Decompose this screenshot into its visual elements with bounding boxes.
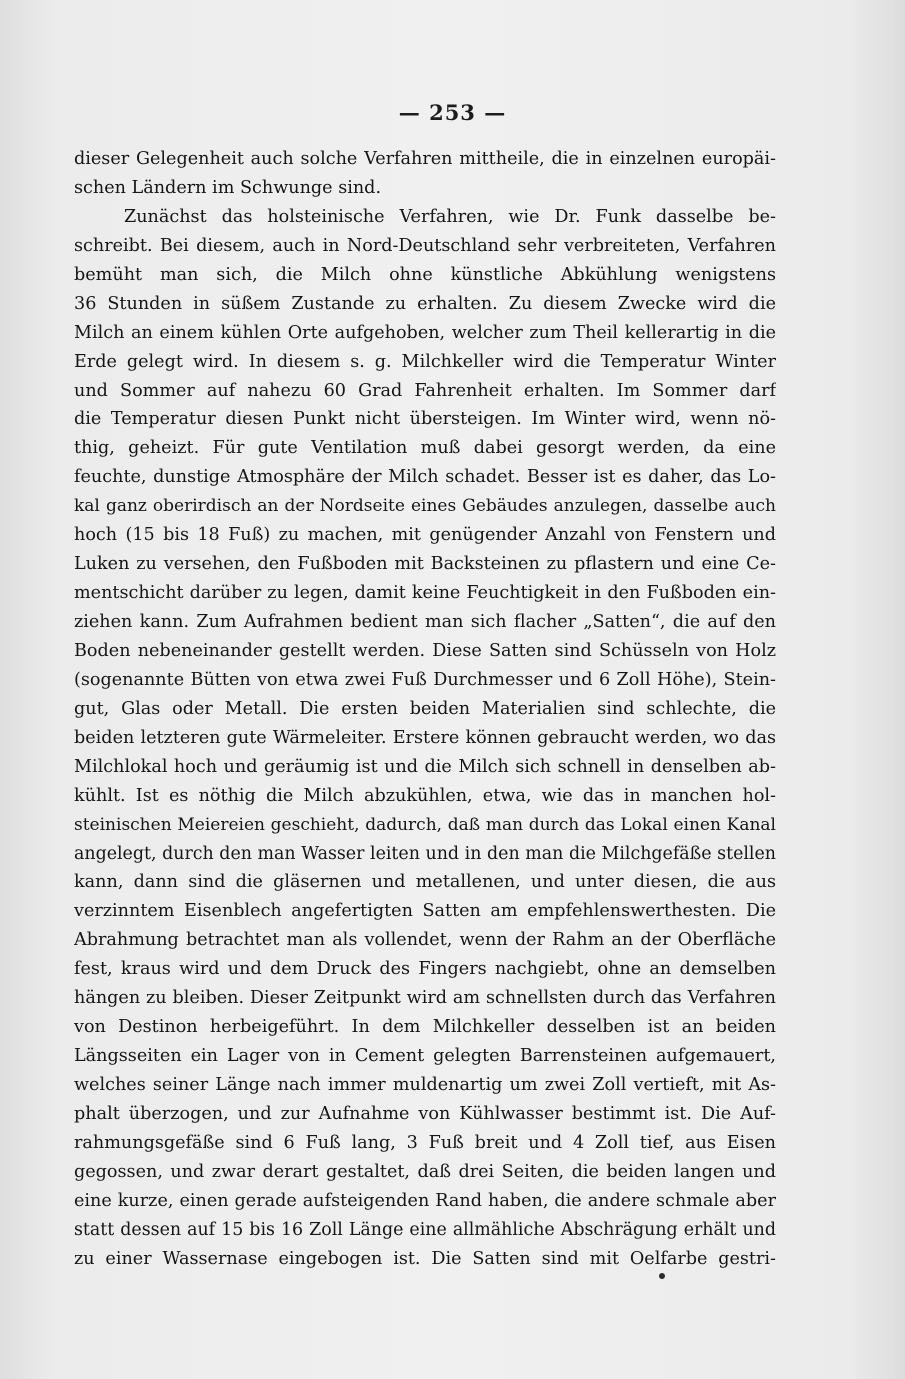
text-line: statt dessen auf 15 bis 16 Zoll Länge eine allmähliche Abschrägung erhält und bbox=[74, 1219, 776, 1240]
text-line: fest, kraus wird und dem Druck des Fingers nachgiebt, ohne an demselben bbox=[74, 959, 776, 980]
text-line: gut, Glas oder Metall. Die ersten beiden Materialien sind schlechte, die bbox=[74, 698, 776, 719]
text-line: die Temperatur diesen Punkt nicht übersteigen. Im Winter wird, wenn nö- bbox=[74, 409, 776, 430]
text-line: mentschicht darüber zu legen, damit keine Feuchtigkeit in den Fußboden ein- bbox=[74, 583, 776, 604]
text-line: Luken zu versehen, den Fußboden mit Backsteinen zu pflastern und eine Ce- bbox=[74, 554, 776, 575]
text-line: feuchte, dunstige Atmosphäre der Milch schadet. Besser ist es daher, das Lo- bbox=[74, 467, 776, 488]
text-line: schreibt. Bei diesem, auch in Nord-Deutschland sehr verbreiteten, Verfahren bbox=[74, 235, 776, 256]
body-text bbox=[74, 145, 776, 1274]
text-line: verzinntem Eisenblech angefertigten Satten am empfehlenswerthesten. Die bbox=[74, 901, 776, 922]
text-line: Abrahmung betrachtet man als vollendet, wenn der Rahm an der Oberfläche bbox=[74, 930, 776, 951]
text-line: dieser Gelegenheit auch solche Verfahren mittheile, die in einzelnen europäi- bbox=[74, 149, 776, 169]
text-line: bemüht man sich, die Milch ohne künstliche Abkühlung wenigstens bbox=[74, 264, 776, 285]
page-number: — 253 — bbox=[398, 100, 507, 125]
text-line: eine kurze, einen gerade aufsteigenden Rand haben, die andere schmale aber bbox=[74, 1190, 776, 1211]
text-line: gegossen, und zwar derart gestaltet, daß drei Seiten, die beiden langen und bbox=[74, 1161, 776, 1182]
text-line: steinischen Meiereien geschieht, dadurch, daß man durch das Lokal einen Kanal bbox=[74, 814, 776, 835]
text-line: kal ganz oberirdisch an der Nordseite eines Gebäudes anzulegen, dasselbe auch bbox=[74, 496, 776, 517]
text-line: schen Ländern im Schwunge sind. bbox=[74, 177, 382, 198]
text-line: beiden letzteren gute Wärmeleiter. Erstere können gebraucht werden, wo das bbox=[74, 727, 776, 748]
text-line: kühlt. Ist es nöthig die Milch abzukühlen, etwa, wie das in manchen hol- bbox=[74, 785, 776, 806]
text-line: ziehen kann. Zum Aufrahmen bedient man sich flacher „Satten“, die auf den bbox=[74, 612, 776, 632]
text-line: kann, dann sind die gläsernen und metallenen, und unter diesen, die aus bbox=[74, 872, 776, 893]
text-line: von Destinon herbeigeführt. In dem Milchkeller desselben ist an beiden bbox=[74, 1017, 776, 1038]
text-line: Milch an einem kühlen Orte aufgehoben, welcher zum Theil kellerartig in die bbox=[74, 322, 776, 343]
text-line: Milchlokal hoch und geräumig ist und die Milch sich schnell in denselben ab- bbox=[74, 756, 776, 777]
text-line: phalt überzogen, und zur Aufnahme von Kühlwasser bestimmt ist. Die Auf- bbox=[74, 1103, 776, 1124]
text-line: zu einer Wassernase eingebogen ist. Die Satten sind mit Oelfarbe gestri- bbox=[74, 1248, 776, 1269]
text-line: Längsseiten ein Lager von in Cement gelegten Barrensteinen aufgemauert, bbox=[74, 1046, 776, 1067]
text-line: Boden nebeneinander gestellt werden. Diese Satten sind Schüsseln von Holz bbox=[74, 640, 776, 661]
text-line: thig, geheizt. Für gute Ventilation muß dabei gesorgt werden, da eine bbox=[74, 438, 776, 459]
text-line: angelegt, durch den man Wasser leiten und in den man die Milchgefäße stellen bbox=[74, 843, 776, 864]
text-line: welches seiner Länge nach immer muldenartig um zwei Zoll vertieft, mit As- bbox=[74, 1075, 776, 1095]
text-line: Erde gelegt wird. In diesem s. g. Milchkeller wird die Temperatur Winter bbox=[74, 351, 776, 372]
text-line: hoch (15 bis 18 Fuß) zu machen, mit genügender Anzahl von Fenstern und bbox=[74, 525, 776, 546]
ink-speck bbox=[659, 1273, 665, 1279]
text-line: Zunächst das holsteinische Verfahren, wie Dr. Funk dasselbe be- bbox=[124, 206, 776, 227]
text-line: 36 Stunden in süßem Zustande zu erhalten. Zu diesem Zwecke wird die bbox=[74, 293, 776, 314]
text-line: rahmungsgefäße sind 6 Fuß lang, 3 Fuß breit und 4 Zoll tief, aus Eisen bbox=[74, 1132, 776, 1153]
text-line: und Sommer auf nahezu 60 Grad Fahrenheit erhalten. Im Sommer darf bbox=[74, 380, 776, 401]
text-line: hängen zu bleiben. Dieser Zeitpunkt wird am schnellsten durch das Verfahren bbox=[74, 988, 776, 1009]
text-line: (sogenannte Bütten von etwa zwei Fuß Durchmesser und 6 Zoll Höhe), Stein- bbox=[74, 669, 776, 690]
